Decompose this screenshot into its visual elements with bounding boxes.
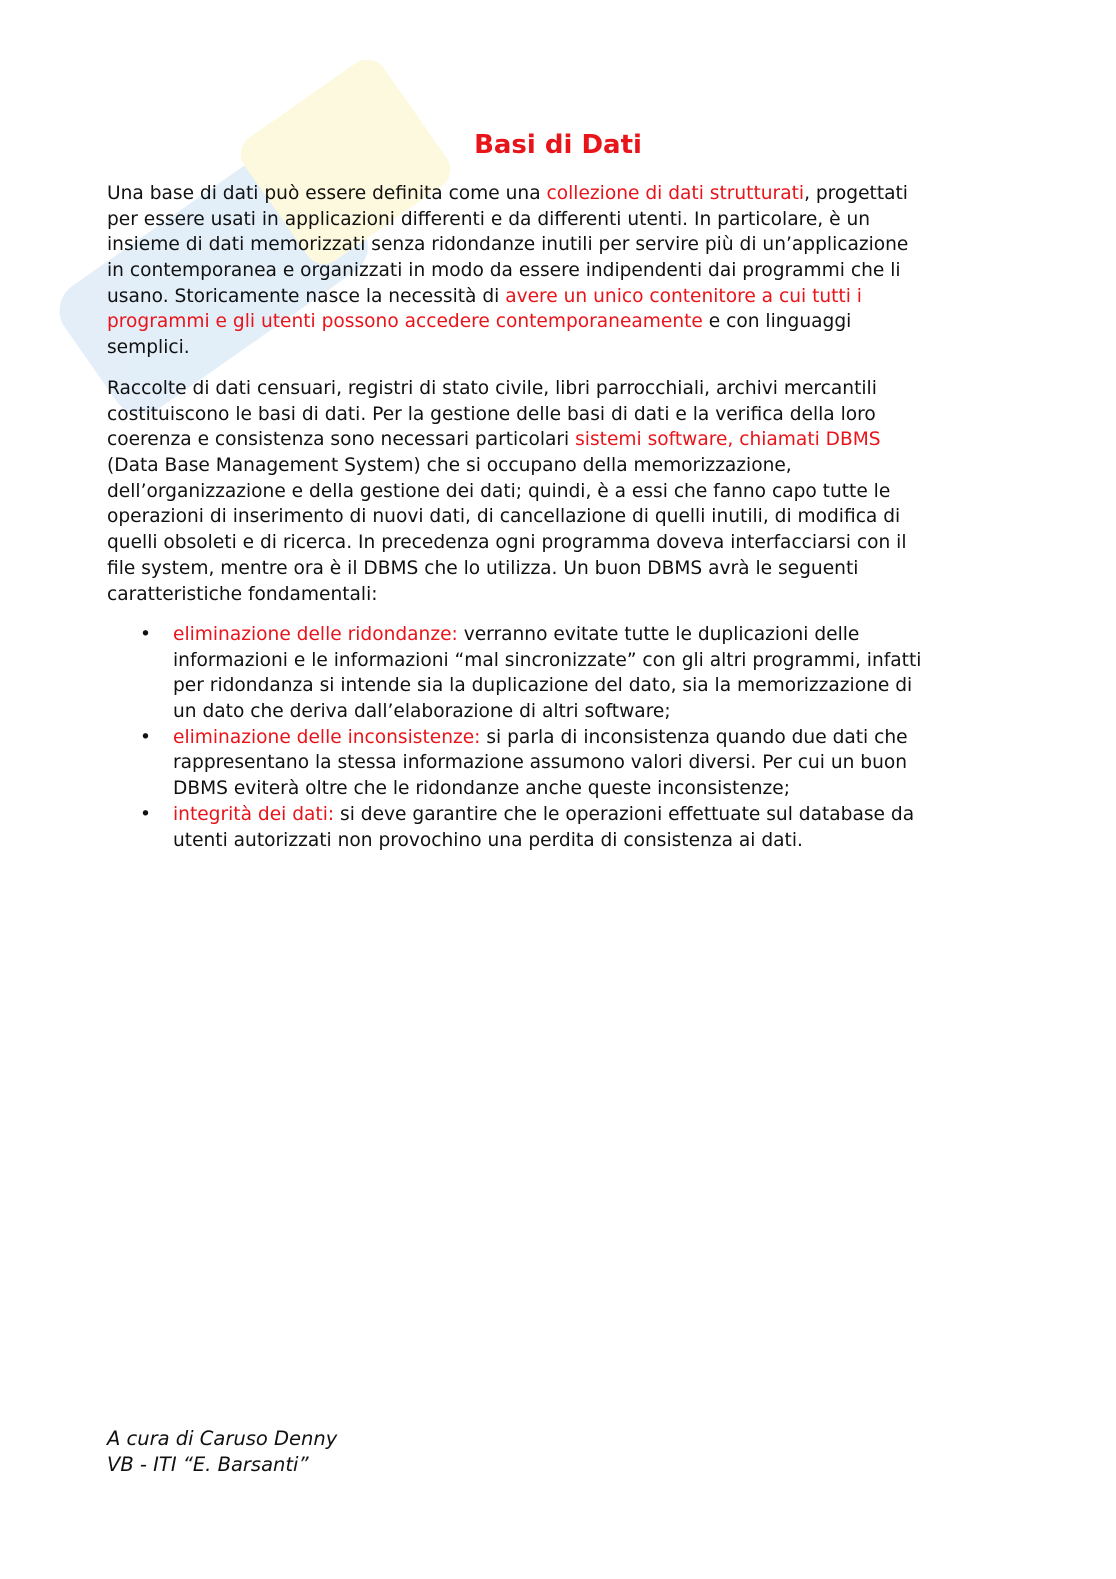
text-line: [107, 207, 908, 233]
text-segment: , progettati: [804, 183, 908, 204]
text-segment: coerenza e consistenza sono necessari particolari: [107, 429, 576, 451]
text-segment: caratteristiche fondamentali:: [107, 583, 378, 605]
text-segment: informazioni e le informazioni “mal sincronizzate” con gli altri programmi, infatti: [173, 649, 922, 671]
text-segment: un dato che deriva dall’elaborazione di altri software;: [173, 701, 671, 723]
bullet-icon: •: [140, 803, 151, 825]
text-line: [173, 828, 921, 854]
text-line: [107, 582, 907, 608]
text-segment: rappresentano la stessa informazione assumono valori diversi. Per cui un buon: [173, 752, 908, 774]
text-line: [107, 453, 907, 479]
highlighted-text: eliminazione delle ridondanze:: [173, 624, 458, 645]
text-segment: in contemporanea e organizzati in modo da essere indipendenti dai programmi che li: [107, 260, 901, 282]
text-segment: verranno evitate tutte le duplicazioni delle: [457, 624, 860, 645]
text-segment: e con linguaggi: [702, 311, 852, 333]
text-line: [173, 725, 921, 751]
paragraph-intro: [107, 181, 908, 361]
text-segment: per essere usati in applicazioni differenti e da differenti utenti. In particolare, è un: [107, 208, 871, 230]
list-item: [107, 802, 921, 853]
list-item: [107, 725, 921, 802]
text-segment: insieme di dati memorizzati senza ridondanze inutili per servire più di un’applicazione: [107, 234, 909, 256]
highlighted-text: sistemi software, chiamati DBMS: [575, 429, 881, 451]
text-line: [107, 504, 907, 530]
text-segment: Una base di dati può essere definita come una: [107, 183, 547, 204]
text-line: [173, 802, 921, 828]
features-list: [107, 622, 921, 853]
text-line: [107, 556, 907, 582]
highlighted-text: integrità dei dati:: [173, 803, 335, 825]
text-segment: dell’organizzazione e della gestione dei dati; quindi, è a essi che fanno capo tutte le: [107, 480, 891, 502]
text-segment: costituiscono le basi di dati. Per la gestione delle basi di dati e la verifica della loro: [107, 403, 876, 425]
text-segment: usano. Storicamente nasce la necessità di: [107, 285, 506, 307]
text-segment: Raccolte di dati censuari, registri di stato civile, libri parrocchiali, archivi mercantili: [107, 378, 877, 399]
highlighted-text: avere un unico contenitore a cui tutti i: [505, 285, 862, 307]
text-segment: DBMS eviterà oltre che le ridondanze anche queste inconsistenze;: [173, 778, 791, 800]
highlighted-text: eliminazione delle inconsistenze:: [173, 726, 481, 748]
text-line: [173, 673, 921, 699]
text-segment: per ridondanza si intende sia la duplicazione del dato, sia la memorizzazione di: [173, 675, 913, 697]
text-line: [107, 232, 908, 258]
text-line: [107, 376, 907, 402]
page-title: Basi di Dati: [474, 130, 642, 160]
text-line: [173, 750, 921, 776]
footer-author-name: A cura di Caruso Denny: [107, 1427, 338, 1450]
text-segment: (Data Base Management System) che si occupano della memorizzazione,: [107, 455, 792, 477]
text-segment: si deve garantire che le operazioni effettuate sul database da: [334, 803, 915, 825]
footer-author: [107, 1426, 337, 1478]
text-line: [173, 622, 921, 648]
highlighted-text: programmi e gli utenti possono accedere contemporaneamente: [107, 311, 703, 333]
text-line: [107, 479, 907, 505]
text-line: [107, 258, 908, 284]
text-line: [107, 427, 907, 453]
text-line: [173, 776, 921, 802]
text-line: [107, 309, 908, 335]
text-line: [173, 648, 921, 674]
bullet-icon: •: [140, 726, 151, 748]
text-line: [107, 530, 907, 556]
text-line: [107, 402, 907, 428]
text-segment: file system, mentre ora è il DBMS che lo utilizza. Un buon DBMS avrà le seguenti: [107, 557, 859, 579]
list-item: [107, 622, 921, 725]
footer-school: VB - ITI “E. Barsanti”: [107, 1453, 309, 1476]
text-line: [107, 284, 908, 310]
bullet-icon: •: [140, 624, 151, 645]
text-line: [173, 699, 921, 725]
text-segment: si parla di inconsistenza quando due dati che: [480, 726, 908, 748]
text-segment: operazioni di inserimento di nuovi dati, di cancellazione di quelli inutili, di modifica di: [107, 506, 901, 528]
text-line: [107, 181, 908, 207]
text-segment: semplici.: [107, 337, 190, 359]
paragraph-dbms: [107, 376, 907, 607]
text-line: [107, 335, 908, 361]
text-segment: utenti autorizzati non provochino una perdita di consistenza ai dati.: [173, 829, 803, 851]
highlighted-text: collezione di dati strutturati: [546, 183, 805, 204]
text-segment: quelli obsoleti e di ricerca. In precedenza ogni programma doveva interfacciarsi con il: [107, 532, 907, 554]
